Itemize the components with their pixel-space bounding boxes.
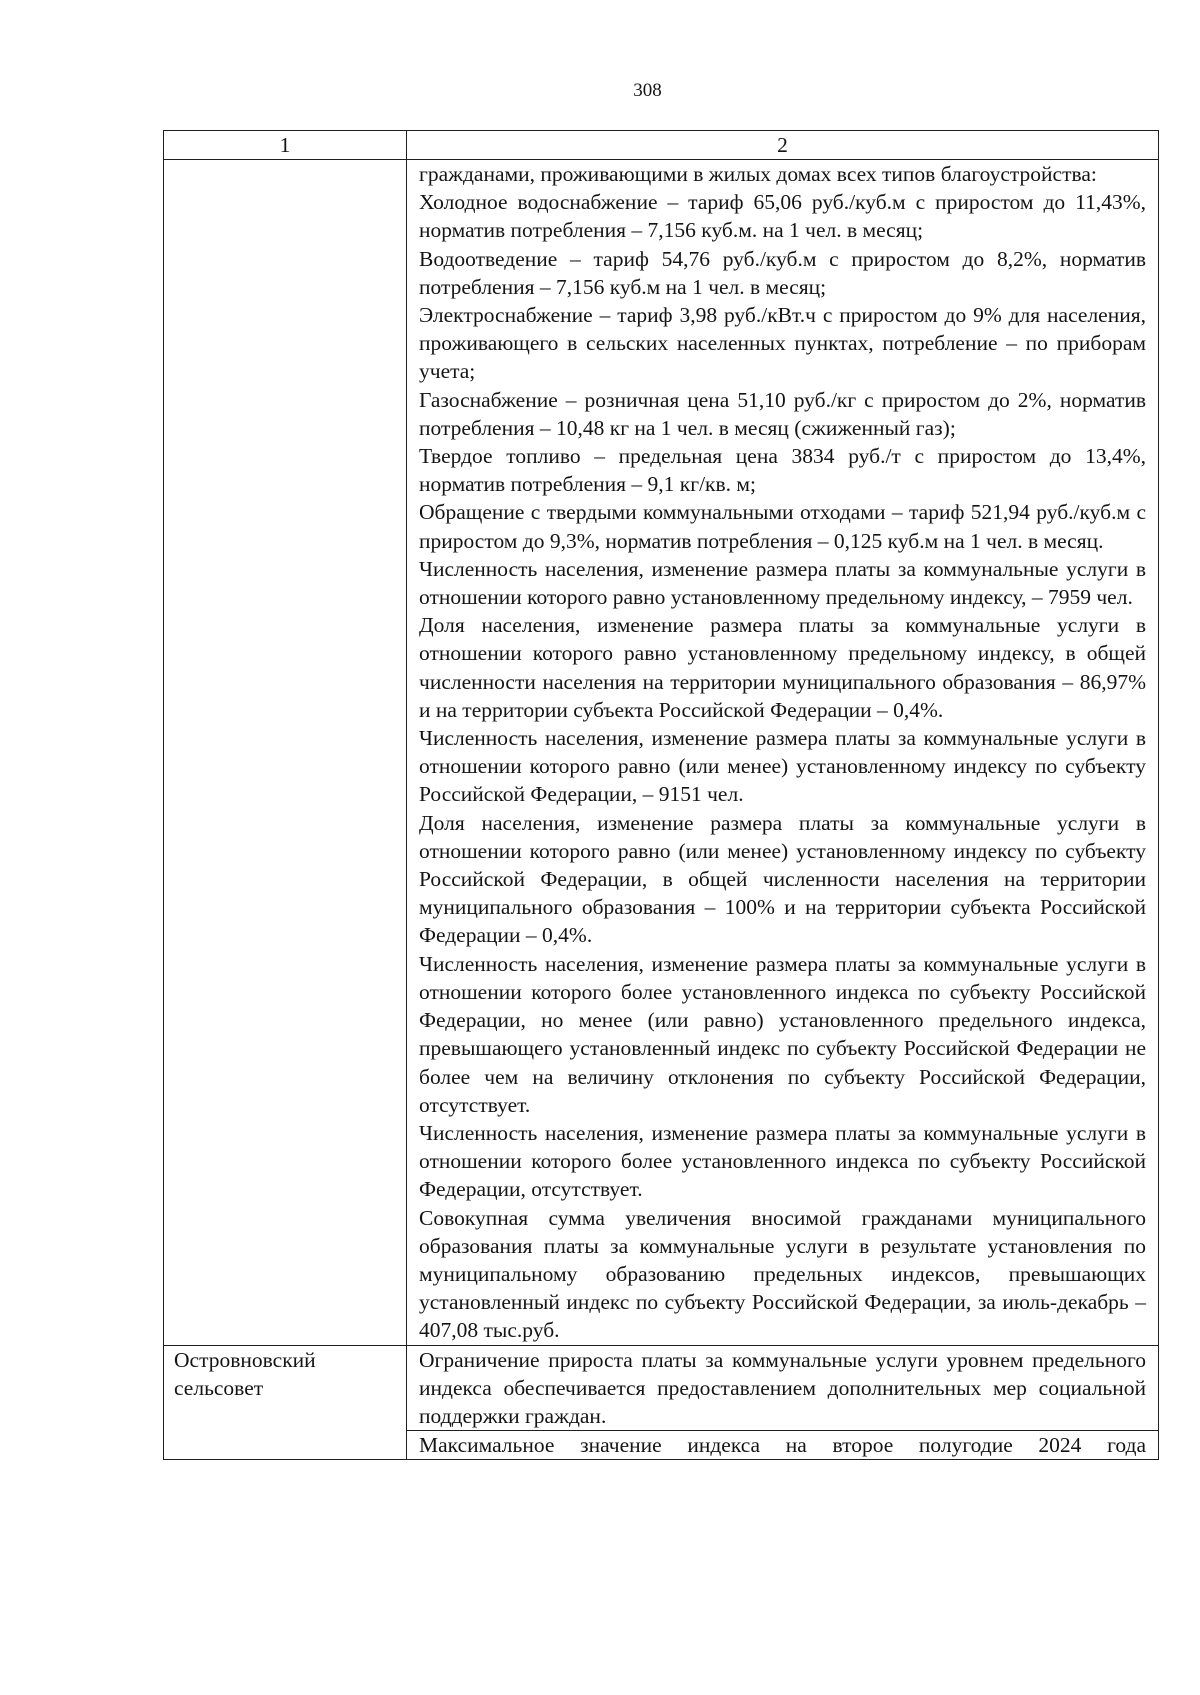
paragraph: Газоснабжение – розничная цена 51,10 руб./кг с приростом до 2%, норматив потребления – 10,48 кг на 1 чел. в месяц (сжиженный газ); [419,387,1146,440]
paragraph: Совокупная сумма увеличения вносимой гражданами муниципального образования платы за коммунальные услуги в результате установления по муниципальному образованию предельных индексов, превышающих установленный индекс по субъекту Российской Федерации, за июль-декабрь – 407,08 тыс.руб. [419,1205,1146,1343]
description-cell-continued [407,1431,1159,1460]
column-header-1: 1 [164,131,407,160]
description-cell [407,1345,1159,1431]
paragraph: Твердое топливо – предельная цена 3834 руб./т с приростом до 13,4%, норматив потребления – 9,1 кг/кв. м; [419,444,1146,497]
paragraph: Численность населения, изменение размера платы за коммунальные услуги в отношении которого равно установленному предельному индексу, – 7959 чел. [419,556,1146,610]
paragraph: Доля населения, изменение размера платы за коммунальные услуги в отношении которого равно (или менее) установленному индексу по субъекту Российской Федерации, в общей численности населения на территории муниципального образования – 100% и на территории субъекта Российской Федерации – 0,4%. [419,810,1146,948]
page-number: 308 [633,80,662,101]
region-cell [164,160,407,1346]
region-cell: Островновский сельсовет [164,1345,407,1460]
column-header-2: 2 [407,131,1159,160]
paragraph: Доля населения, изменение размера платы за коммунальные услуги в отношении которого равно установленному предельному индексу, в общей численности населения на территории муниципального образования – 86,97% и на территории субъекта Российской Федерации – 0,4%. [419,613,1146,722]
description-cell [407,160,1159,1346]
paragraph: Численность населения, изменение размера платы за коммунальные услуги в отношении которого более установленного индекса по субъекту Российской Федерации, отсутствует. [419,1120,1146,1202]
table-header-row [164,131,1159,160]
paragraph: гражданами, проживающими в жилых домах всех типов благоустройства: [419,162,1097,186]
paragraph: Обращение с твердыми коммунальными отходами – тариф 521,94 руб./куб.м с приростом до 9,3%, норматив потребления – 0,125 куб.м на 1 чел. в месяц. [419,500,1146,553]
paragraph: Холодное водоснабжение – тариф 65,06 руб./куб.м с приростом до 11,43%, норматив потребления – 7,156 куб.м. на 1 чел. в месяц; [419,190,1146,243]
paragraph: Электроснабжение – тариф 3,98 руб./кВт.ч с приростом до 9% для населения, проживающего в сельских населенных пунктах, потребление – по приборам учета; [419,303,1146,384]
paragraph: Водоотведение – тариф 54,76 руб./куб.м с приростом до 8,2%, норматив потребления – 7,156 куб.м на 1 чел. в месяц; [419,246,1146,299]
paragraph-cut-line: Максимальное значение индекса на второе полугодие 2024 года [419,1433,1146,1458]
paragraph: Ограничение прироста платы за коммунальные услуги уровнем предельного индекса обеспечивается предоставлением дополнительных мер социальной поддержки граждан. [419,1347,1146,1428]
table-row [164,1345,1159,1431]
table-row [164,160,1159,1346]
paragraph: Численность населения, изменение размера платы за коммунальные услуги в отношении которого равно (или менее) установленному индексу по субъекту Российской Федерации, – 9151 чел. [419,726,1146,807]
paragraph: Численность населения, изменение размера платы за коммунальные услуги в отношении которого более установленного индекса по субъекту Российской Федерации, но менее (или равно) установленного предельного индекса, превышающего установленный индекс по субъекту Российской Федерации не более чем на величину отклонения по субъекту Российской Федерации, отсутствует. [419,951,1146,1117]
tariff-table [163,130,1159,1460]
